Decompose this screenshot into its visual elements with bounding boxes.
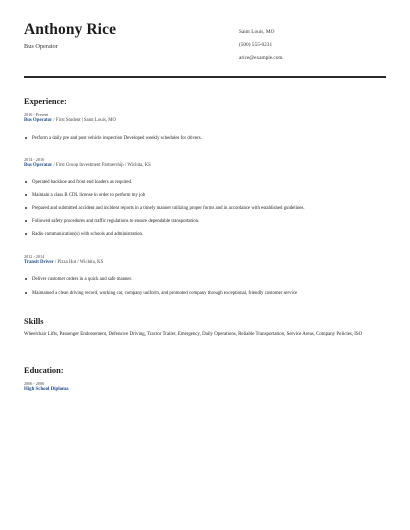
bullet-dot-icon [25,137,27,139]
job-header [24,163,151,168]
job-title: Bus Operator [24,163,53,168]
header-divider [24,76,386,78]
education-dates: 2006 - 2006 [24,381,45,386]
bullet-dot-icon [25,278,27,280]
bullet-dot-icon [25,233,27,235]
experience-heading: Experience: [24,97,67,106]
candidate-title: Bus Operator [24,43,58,50]
contact-email[interactable]: arice@example.com [239,55,283,61]
education-degree: High School Diploma [24,387,69,392]
job-title: Bus Operator [24,118,53,123]
job-dates: 2012 - 2014 [24,254,45,259]
bullet-dot-icon [25,181,27,183]
job-header [24,118,116,123]
job-dates: 2014 - 2016 [24,157,45,162]
job-company: / First Group Investment Partnership / Wichita, KS [52,163,151,168]
resume-page: Anthony Rice Bus Operator Saint Louis, MO (500) 555-0231 arice@example.com Experience: 2016 - Present Bus Operator / First Student | Saint Louis, MO Perform a daily pre and post vehicle inspection Developed weekly schedules for drivers. 2014 - 2016 Bus Operator / First Group Investment Partnership / Wichita, KS Operated backhoe and front end loaders as required. Maintain a class B CDL license in order to perform my job Prepared and submitted accident and incident reports in a timely manner utilizing proper forms and in accordance with established guidelines. Followed safety procedures and traffic regulations to ensure dependable transportation. Radio communication(s) with schools and administration. 2012 - 2014 Transit Driver / Pizza Hut / Wichita, KS Deliver customer orders in a quick and safe manner. Maintained a clean driving record, working car, company uniform, and promoted company through exceptional, friendly customer service Skills Wheelchair Lifts, Passenger Endorsement, Defensive Driving, Tractor Trailer, Emergency, Daily Operations, Reliable Transportation, Service Areas, Company Policies, ISO Education: 2006 - 2006 High School Diploma [0,0,410,530]
job-dates: 2016 - Present [24,112,49,117]
skills-list: Wheelchair Lifts, Passenger Endorsement, Defensive Driving, Tractor Trailer, Emergency, Daily Operations, Reliable Transportation, Service Areas, Company Policies, ISO [24,332,363,337]
job-header [24,260,103,265]
education-heading: Education: [24,366,64,375]
bullet-dot-icon [25,207,27,209]
job-title: Transit Driver [24,260,54,265]
candidate-name: Anthony Rice [24,21,117,38]
bullet-dot-icon [25,194,27,196]
skills-heading: Skills [24,317,44,326]
contact-phone: (500) 555-0231 [239,42,273,48]
bullet-dot-icon [25,220,27,222]
job-company: / First Student | Saint Louis, MO [52,118,116,123]
bullet-dot-icon [25,292,27,294]
contact-location: Saint Louis, MO [239,29,275,35]
job-company: / Pizza Hut / Wichita, KS [53,260,104,265]
